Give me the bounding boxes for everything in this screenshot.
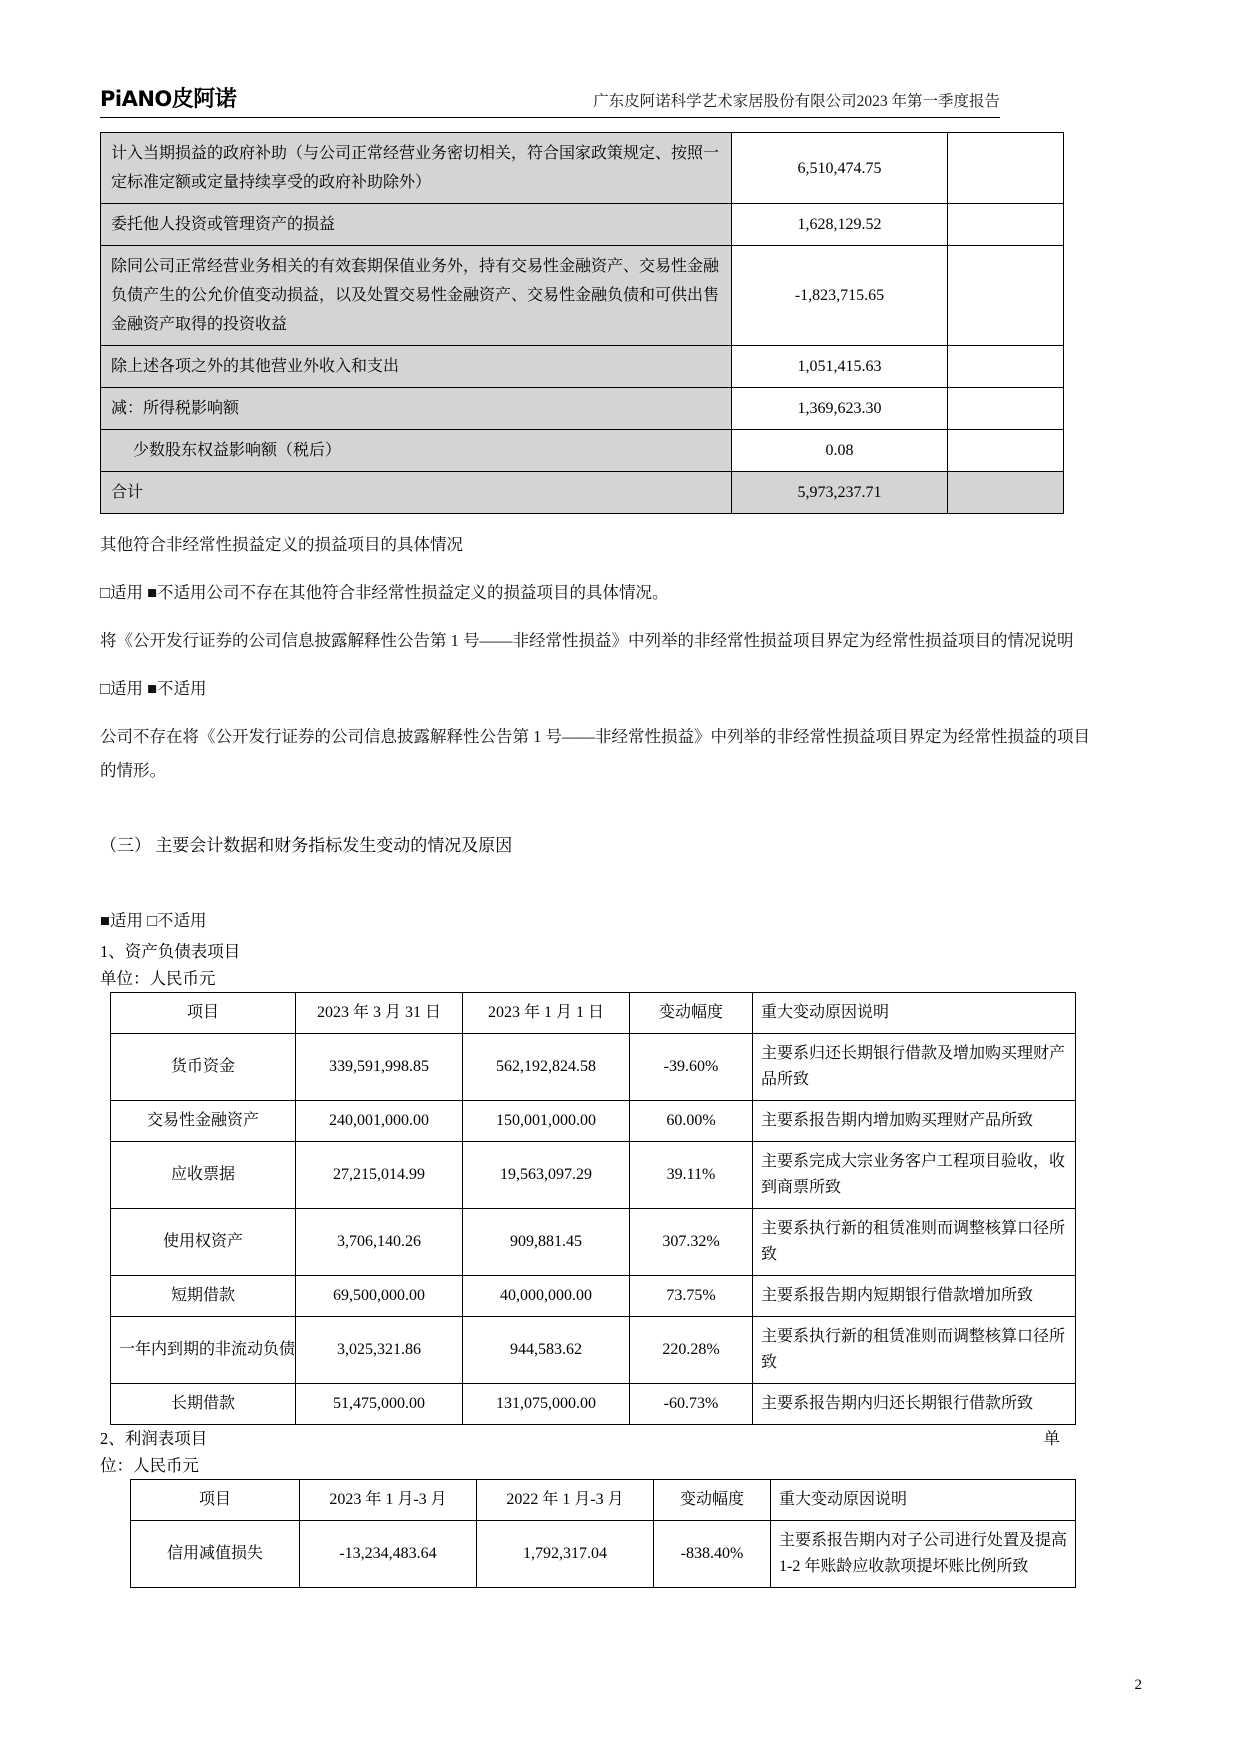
column-header-previous: 2023 年 1 月 1 日 (463, 993, 630, 1034)
column-header-item: 项目 (131, 1480, 300, 1521)
page-content (100, 132, 1100, 1588)
section-three-title: （三） 主要会计数据和财务指标发生变动的情况及原因 (100, 836, 513, 855)
cell-previous: 19,563,097.29 (463, 1142, 630, 1209)
other-items-applicability: □适用 ■不适用公司不存在其他符合非经常性损益定义的损益项目的具体情况。 (100, 583, 669, 602)
page-number: 2 (1134, 1677, 1142, 1693)
income-statement-unit-right: 单 (1043, 1429, 1060, 1448)
income-statement-heading: 2、利润表项目 (100, 1429, 208, 1448)
table-row (111, 1276, 1076, 1317)
header-report-title: 广东皮阿诺科学艺术家居股份有限公司2023 年第一季度报告 (593, 93, 1000, 110)
row-label: 合计 (101, 472, 732, 514)
cell-reason: 主要系执行新的租赁准则而调整核算口径所致 (753, 1317, 1076, 1384)
table-header-row (111, 993, 1076, 1034)
cell-change: -838.40% (654, 1521, 771, 1588)
column-header-item: 项目 (111, 993, 296, 1034)
cell-previous: 562,192,824.58 (463, 1034, 630, 1101)
cell-change: 60.00% (630, 1101, 753, 1142)
cell-reason: 主要系报告期内短期银行借款增加所致 (753, 1276, 1076, 1317)
column-header-previous: 2022 年 1 月-3 月 (477, 1480, 654, 1521)
page-header (100, 72, 1000, 118)
income-statement-table (130, 1479, 1076, 1588)
cell-reason: 主要系报告期内归还长期银行借款所致 (753, 1384, 1076, 1425)
cell-item: 一年内到期的非流动负债 (111, 1317, 296, 1384)
cell-previous: 40,000,000.00 (463, 1276, 630, 1317)
cell-item: 交易性金融资产 (111, 1101, 296, 1142)
row-note (948, 246, 1064, 346)
cell-reason: 主要系报告期内对子公司进行处置及提高 1-2 年账龄应收款项提坏账比例所致 (771, 1521, 1076, 1588)
table-row (101, 246, 1064, 346)
row-note (948, 472, 1064, 514)
row-value: 5,973,237.71 (732, 472, 948, 514)
cell-item: 长期借款 (111, 1384, 296, 1425)
row-label: 计入当期损益的政府补助（与公司正常经营业务密切相关，符合国家政策规定、按照一定标准定额或定量持续享受的政府补助除外） (101, 133, 732, 204)
table-row (111, 1209, 1076, 1276)
nonrecurring-items-table (100, 132, 1064, 514)
cell-change: 73.75% (630, 1276, 753, 1317)
column-header-current: 2023 年 3 月 31 日 (296, 993, 463, 1034)
table-row (111, 1142, 1076, 1209)
row-label: 委托他人投资或管理资产的损益 (101, 204, 732, 246)
row-value: 6,510,474.75 (732, 133, 948, 204)
column-header-reason: 重大变动原因说明 (753, 993, 1076, 1034)
cell-item: 信用减值损失 (131, 1521, 300, 1588)
logo-latin-text: PiANO (100, 87, 172, 111)
cell-change: 220.28% (630, 1317, 753, 1384)
row-note (948, 430, 1064, 472)
cell-item: 短期借款 (111, 1276, 296, 1317)
cell-current: 3,706,140.26 (296, 1209, 463, 1276)
table-row (111, 1317, 1076, 1384)
table-row (101, 346, 1064, 388)
cell-current: 240,001,000.00 (296, 1101, 463, 1142)
cell-current: 339,591,998.85 (296, 1034, 463, 1101)
table-row (111, 1101, 1076, 1142)
table-row (131, 1521, 1076, 1588)
row-note (948, 346, 1064, 388)
reclassify-heading: 将《公开发行证券的公司信息披露解释性公告第 1 号——非经常性损益》中列举的非经常性损益项目界定为经常性损益项目的情况说明 (100, 631, 1074, 650)
income-statement-unit-left: 位：人民币元 (100, 1456, 199, 1475)
cell-current: 27,215,014.99 (296, 1142, 463, 1209)
row-note (948, 204, 1064, 246)
cell-current: -13,234,483.64 (300, 1521, 477, 1588)
row-value: 1,369,623.30 (732, 388, 948, 430)
cell-previous: 909,881.45 (463, 1209, 630, 1276)
table-row (101, 133, 1064, 204)
cell-item: 货币资金 (111, 1034, 296, 1101)
table-row (111, 1034, 1076, 1101)
row-label: 少数股东权益影响额（税后） (101, 430, 732, 472)
table-row (101, 388, 1064, 430)
cell-previous: 131,075,000.00 (463, 1384, 630, 1425)
row-value: 0.08 (732, 430, 948, 472)
cell-reason: 主要系报告期内增加购买理财产品所致 (753, 1101, 1076, 1142)
cell-previous: 944,583.62 (463, 1317, 630, 1384)
row-label: 除同公司正常经营业务相关的有效套期保值业务外，持有交易性金融资产、交易性金融负债产生的公允价值变动损益，以及处置交易性金融资产、交易性金融负债和可供出售金融资产取得的投资收益 (101, 246, 732, 346)
table-row (111, 1384, 1076, 1425)
cell-previous: 150,001,000.00 (463, 1101, 630, 1142)
income-statement-heading-line (100, 1425, 1100, 1452)
cell-previous: 1,792,317.04 (477, 1521, 654, 1588)
row-value: 1,628,129.52 (732, 204, 948, 246)
column-header-reason: 重大变动原因说明 (771, 1480, 1076, 1521)
cell-current: 51,475,000.00 (296, 1384, 463, 1425)
row-note (948, 133, 1064, 204)
table-total-row (101, 472, 1064, 514)
row-note (948, 388, 1064, 430)
row-value: -1,823,715.65 (732, 246, 948, 346)
column-header-change: 变动幅度 (654, 1480, 771, 1521)
balance-sheet-heading: 1、资产负债表项目 (100, 942, 241, 961)
cell-item: 使用权资产 (111, 1209, 296, 1276)
cell-change: 307.32% (630, 1209, 753, 1276)
table-header-row (131, 1480, 1076, 1521)
cell-reason: 主要系执行新的租赁准则而调整核算口径所致 (753, 1209, 1076, 1276)
row-label: 除上述各项之外的其他营业外收入和支出 (101, 346, 732, 388)
balance-sheet-unit: 单位：人民币元 (100, 969, 216, 988)
cell-current: 69,500,000.00 (296, 1276, 463, 1317)
row-label: 减：所得税影响额 (101, 388, 732, 430)
cell-item: 应收票据 (111, 1142, 296, 1209)
column-header-change: 变动幅度 (630, 993, 753, 1034)
cell-change: 39.11% (630, 1142, 753, 1209)
balance-sheet-table (110, 992, 1076, 1425)
reclassify-applicability: □适用 ■不适用 (100, 679, 207, 698)
row-value: 1,051,415.63 (732, 346, 948, 388)
cell-current: 3,025,321.86 (296, 1317, 463, 1384)
column-header-current: 2023 年 1 月-3 月 (300, 1480, 477, 1521)
logo-chinese-text: 皮阿诺 (171, 86, 237, 111)
table-row (101, 204, 1064, 246)
other-items-heading: 其他符合非经常性损益定义的损益项目的具体情况 (100, 535, 463, 554)
section-three-applicability: ■适用 □不适用 (100, 911, 207, 930)
cell-reason: 主要系完成大宗业务客户工程项目验收，收到商票所致 (753, 1142, 1076, 1209)
cell-change: -39.60% (630, 1034, 753, 1101)
cell-reason: 主要系归还长期银行借款及增加购买理财产品所致 (753, 1034, 1076, 1101)
cell-change: -60.73% (630, 1384, 753, 1425)
reclassify-statement: 公司不存在将《公开发行证券的公司信息披露解释性公告第 1 号——非经常性损益》中列举的非经常性损益项目界定为经常性损益的项目的情形。 (100, 727, 1090, 780)
company-logo (100, 82, 236, 113)
table-row (101, 430, 1064, 472)
